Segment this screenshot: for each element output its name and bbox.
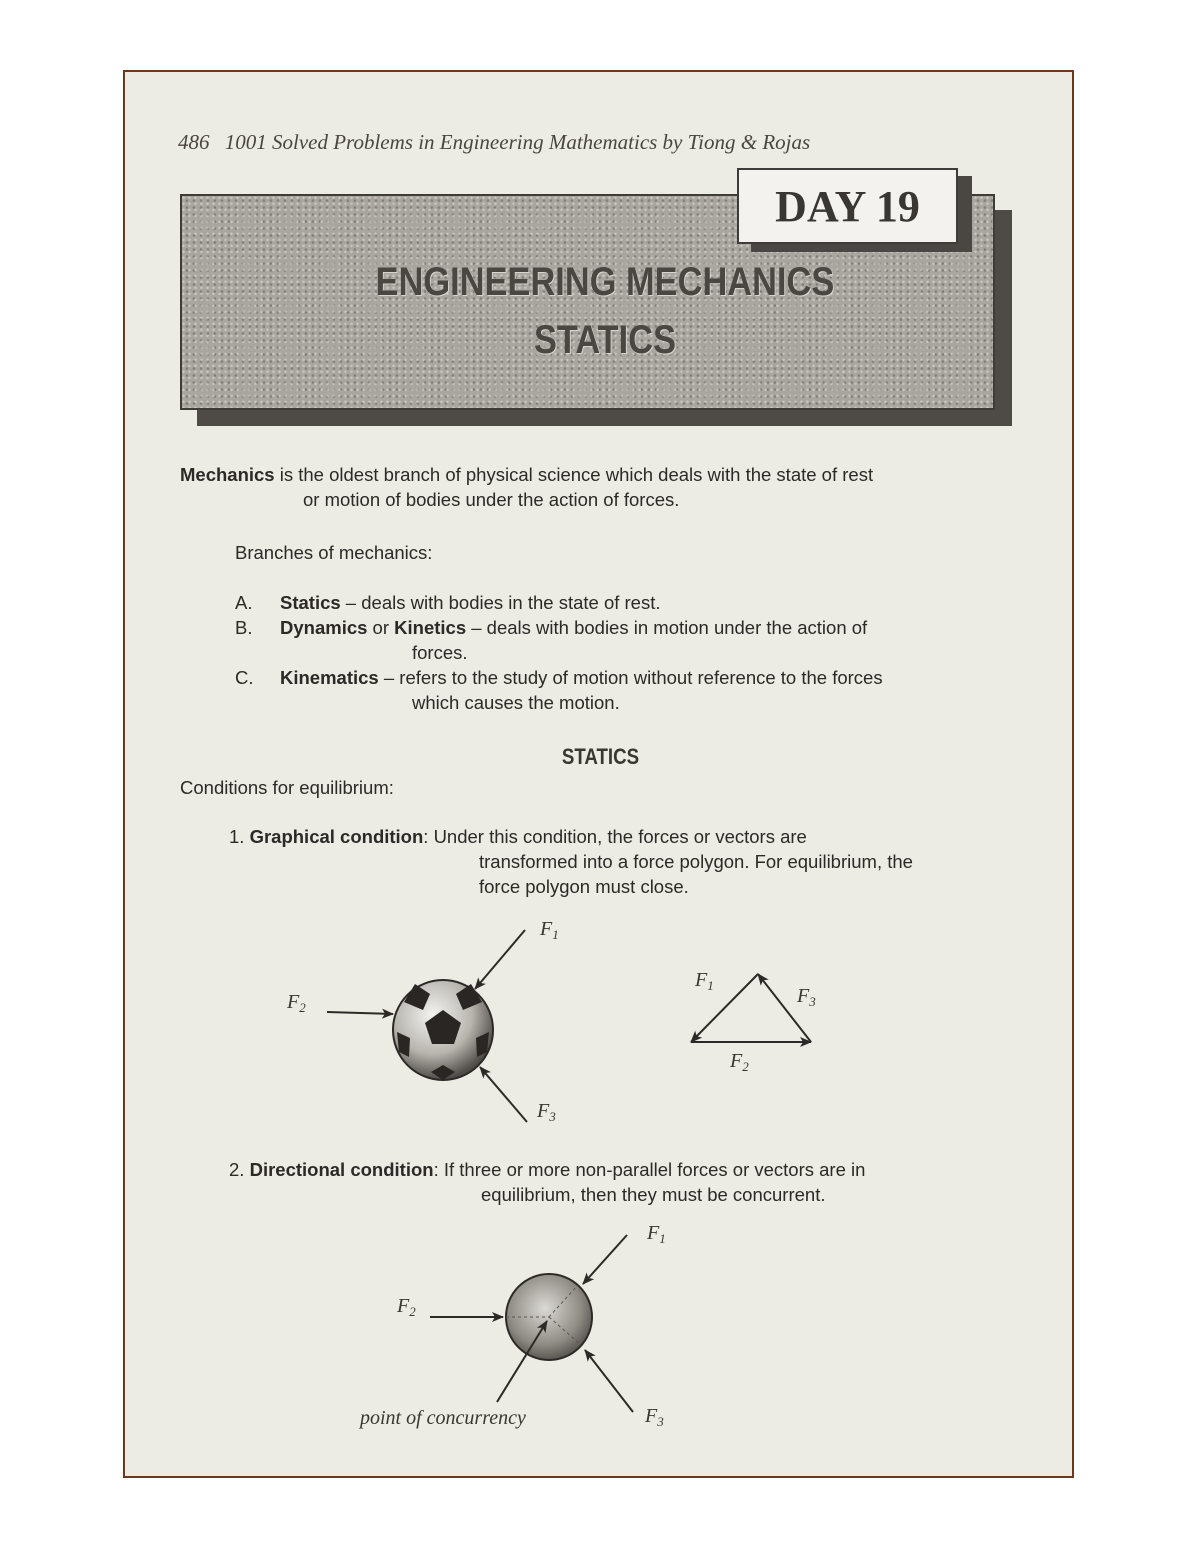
branch-continuation: forces. xyxy=(412,642,468,663)
page-number: 486 xyxy=(178,130,210,154)
definition-line2: or motion of bodies under the action of forces. xyxy=(303,489,680,510)
force-arrow-f3 xyxy=(480,1067,527,1122)
condition-line1: : Under this condition, the forces or vectors are xyxy=(423,826,807,847)
label-f3: $F_3$ xyxy=(537,1100,556,1124)
condition-term: Directional condition xyxy=(249,1159,434,1180)
branch-term: Dynamics xyxy=(280,617,368,638)
branch-term: Statics xyxy=(280,592,341,613)
condition-line3: force polygon must close. xyxy=(479,876,689,897)
day-label: DAY 19 xyxy=(737,168,958,244)
branch-term: Kinematics xyxy=(280,667,379,688)
force-arrow-f2 xyxy=(327,1012,393,1014)
section-heading: STATICS xyxy=(561,744,640,769)
label-f1: $F_1$ xyxy=(540,918,559,942)
concurrency-label-f2: $F_2$ xyxy=(397,1295,416,1319)
force-arrow-f1 xyxy=(475,930,525,989)
figure-soccer-ball xyxy=(286,918,559,1124)
figures-svg xyxy=(125,72,1074,1478)
condition-number: 1. xyxy=(229,826,245,847)
list-marker: B. xyxy=(235,617,253,638)
label-f2: $F_2$ xyxy=(287,991,306,1015)
branch-text: – deals with bodies in the state of rest. xyxy=(340,592,661,613)
list-marker: A. xyxy=(235,592,253,613)
conditions-title: Conditions for equilibrium: xyxy=(180,777,394,798)
concurrency-label-f1: $F_1$ xyxy=(647,1222,666,1246)
branch-text: – refers to the study of motion without reference to the forces xyxy=(378,667,883,688)
concurrency-label-f3: $F_3$ xyxy=(645,1405,664,1429)
polygon-label-f3: $F_3$ xyxy=(797,985,816,1009)
polygon-label-f2: $F_2$ xyxy=(730,1050,749,1074)
branch-text: – deals with bodies in motion under the action of xyxy=(466,617,868,638)
polygon-label-f1: $F_1$ xyxy=(695,969,714,993)
point-of-concurrency-caption: point of concurrency xyxy=(360,1407,526,1429)
condition-line2: equilibrium, then they must be concurrent. xyxy=(481,1184,826,1205)
figure-concurrency xyxy=(358,1222,666,1429)
definition-line1: is the oldest branch of physical science which deals with the state of rest xyxy=(274,464,874,485)
branch-mid: or xyxy=(367,617,395,638)
concurrency-arrow-f1 xyxy=(583,1235,627,1284)
book-page xyxy=(123,70,1074,1478)
branches-title: Branches of mechanics: xyxy=(235,542,433,563)
banner-title-line2: STATICS xyxy=(533,318,677,362)
condition-line2: transformed into a force polygon. For equilibrium, the xyxy=(479,851,913,872)
condition-line1: : If three or more non-parallel forces or vectors are in xyxy=(433,1159,866,1180)
figure-force-polygon xyxy=(691,969,816,1074)
list-marker: C. xyxy=(235,667,254,688)
banner-title-line1: ENGINEERING MECHANICS xyxy=(375,260,835,304)
definition-term: Mechanics xyxy=(180,464,275,485)
condition-term: Graphical condition xyxy=(249,826,424,847)
book-title: 1001 Solved Problems in Engineering Mathematics by Tiong & Rojas xyxy=(224,130,811,154)
branch-continuation: which causes the motion. xyxy=(412,692,620,713)
condition-number: 2. xyxy=(229,1159,245,1180)
concurrency-arrow-f3 xyxy=(585,1350,633,1412)
branch-term2: Kinetics xyxy=(394,617,467,638)
